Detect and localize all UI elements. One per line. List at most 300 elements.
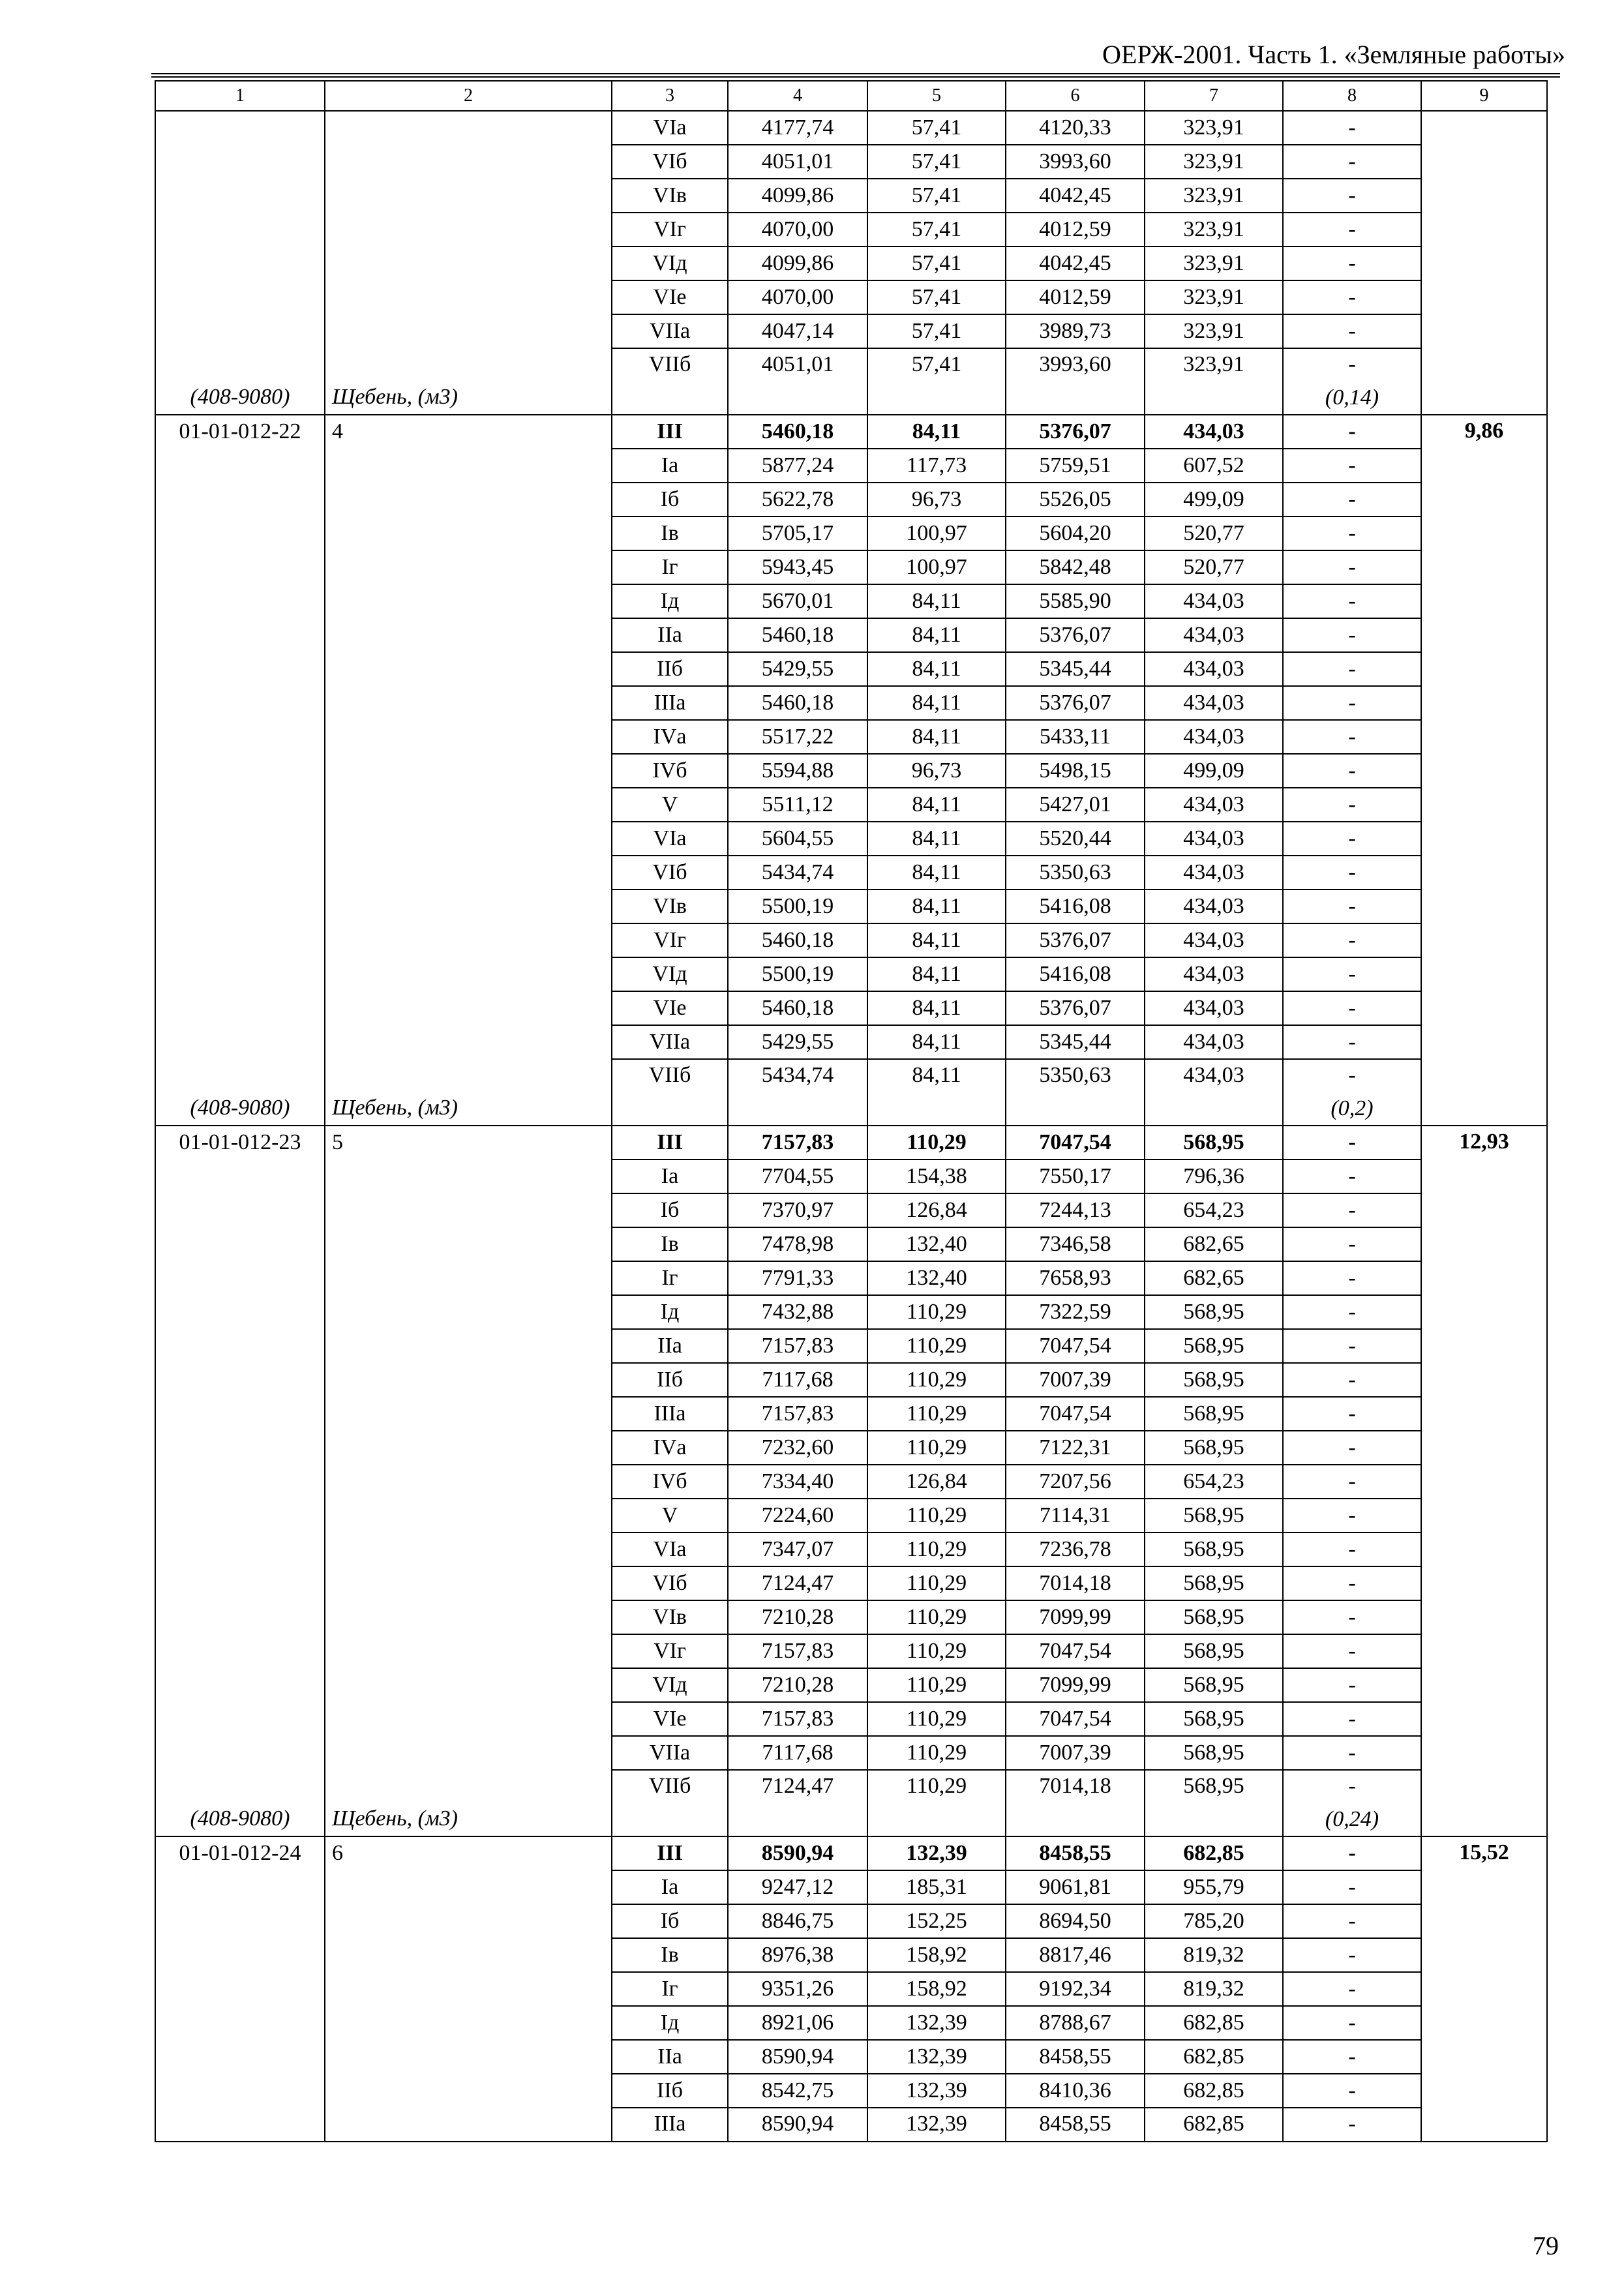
machinist-wages-cell: 568,95 [1145, 1363, 1283, 1397]
machinist-wages-cell: 607,52 [1145, 449, 1283, 483]
zone-cell: IIб [612, 652, 728, 686]
zone-cell: Iг [612, 1261, 728, 1295]
machine-cost-cell: 7047,54 [1006, 1702, 1145, 1736]
wages-cell: 110,29 [867, 1397, 1006, 1431]
machinist-wages-cell: 323,91 [1145, 247, 1283, 280]
empty-cell [612, 1092, 728, 1126]
header-rule [151, 73, 1560, 78]
wages-cell: 110,29 [867, 1566, 1006, 1600]
wages-cell: 132,40 [867, 1261, 1006, 1295]
materials-cell: - [1283, 1465, 1421, 1499]
empty-cell [1006, 1803, 1145, 1836]
empty-cell [1145, 1803, 1283, 1836]
total-cost-cell: 5517,22 [728, 720, 867, 754]
running-header: ОЕРЖ-2001. Часть 1. «Земляные работы» [1102, 40, 1565, 69]
materials-cell: - [1283, 2108, 1421, 2142]
total-cost-cell: 8542,75 [728, 2074, 867, 2108]
materials-cell: - [1283, 449, 1421, 483]
quantity-value: 5 [332, 1130, 343, 1154]
machine-cost-cell: 3993,60 [1006, 145, 1145, 179]
machinist-wages-cell: 568,95 [1145, 1431, 1283, 1465]
column-number: 7 [1145, 81, 1283, 111]
total-cost-cell: 7117,68 [728, 1736, 867, 1770]
materials-cell: - [1283, 1059, 1421, 1092]
zone-cell: V [612, 788, 728, 822]
total-cost-cell: 7334,40 [728, 1465, 867, 1499]
materials-cell: - [1283, 1736, 1421, 1770]
materials-cell: - [1283, 686, 1421, 720]
machinist-wages-cell: 568,95 [1145, 1499, 1283, 1533]
machine-cost-cell: 7099,99 [1006, 1668, 1145, 1702]
machine-cost-cell: 7047,54 [1006, 1634, 1145, 1668]
total-cost-cell: 5670,01 [728, 584, 867, 618]
wages-cell: 132,39 [867, 1836, 1006, 1870]
machine-cost-cell: 3993,60 [1006, 348, 1145, 382]
machinist-wages-cell: 568,95 [1145, 1533, 1283, 1566]
rate-code-cell [155, 1836, 325, 2142]
rate-code-cell [155, 1126, 325, 1836]
materials-cell: - [1283, 516, 1421, 550]
wages-cell: 57,41 [867, 145, 1006, 179]
materials-cell: - [1283, 1363, 1421, 1397]
machinist-wages-cell: 955,79 [1145, 1870, 1283, 1904]
materials-cell: - [1283, 1499, 1421, 1533]
machinist-wages-cell: 434,03 [1145, 957, 1283, 991]
zone-cell: Iб [612, 1904, 728, 1938]
wages-cell: 84,11 [867, 856, 1006, 890]
zone-cell: VIб [612, 1566, 728, 1600]
total-cost-cell: 7157,83 [728, 1397, 867, 1431]
machine-cost-cell: 5376,07 [1006, 618, 1145, 652]
materials-cell: - [1283, 2074, 1421, 2108]
total-cost-cell: 5429,55 [728, 652, 867, 686]
wages-cell: 84,11 [867, 991, 1006, 1025]
zone-cell: VIе [612, 991, 728, 1025]
materials-cell: - [1283, 1533, 1421, 1566]
wages-cell: 57,41 [867, 280, 1006, 314]
wages-cell: 84,11 [867, 720, 1006, 754]
wages-cell: 110,29 [867, 1533, 1006, 1566]
zone-cell: VIб [612, 145, 728, 179]
wages-cell: 132,39 [867, 2006, 1006, 2040]
total-cost-cell: 5622,78 [728, 483, 867, 516]
total-cost-cell: 4051,01 [728, 348, 867, 382]
materials-cell: - [1283, 483, 1421, 516]
materials-cell: - [1283, 415, 1421, 449]
materials-cell: - [1283, 1566, 1421, 1600]
machinist-wages-cell: 434,03 [1145, 584, 1283, 618]
machinist-wages-cell: 323,91 [1145, 213, 1283, 247]
wages-cell: 84,11 [867, 822, 1006, 856]
total-cost-cell: 5604,55 [728, 822, 867, 856]
total-cost-cell: 8590,94 [728, 2040, 867, 2074]
wages-cell: 126,84 [867, 1193, 1006, 1227]
quantity-cell [325, 1836, 612, 2142]
total-cost-cell: 5877,24 [728, 449, 867, 483]
zone-cell: IIIа [612, 1397, 728, 1431]
machinist-wages-cell: 654,23 [1145, 1465, 1283, 1499]
wages-cell: 132,39 [867, 2074, 1006, 2108]
machinist-wages-cell: 682,65 [1145, 1227, 1283, 1261]
machine-cost-cell: 4012,59 [1006, 280, 1145, 314]
total-cost-cell: 5943,45 [728, 550, 867, 584]
materials-cell: - [1283, 923, 1421, 957]
wages-cell: 84,11 [867, 415, 1006, 449]
zone-cell: VIа [612, 1533, 728, 1566]
labor-cost-cell: 12,93 [1421, 1126, 1547, 1836]
wages-cell: 84,11 [867, 618, 1006, 652]
zone-cell: VIв [612, 179, 728, 213]
wages-cell: 132,39 [867, 2108, 1006, 2142]
total-cost-cell: 7704,55 [728, 1159, 867, 1193]
machine-cost-cell: 7014,18 [1006, 1566, 1145, 1600]
materials-cell: - [1283, 111, 1421, 145]
total-cost-cell: 4051,01 [728, 145, 867, 179]
total-cost-cell: 4099,86 [728, 179, 867, 213]
machinist-wages-cell: 434,03 [1145, 923, 1283, 957]
quantity-cell [325, 111, 612, 415]
resource-code: (408-9080) [190, 385, 290, 409]
quantity-cell [325, 415, 612, 1126]
total-cost-cell: 5511,12 [728, 788, 867, 822]
zone-cell: VIа [612, 111, 728, 145]
total-cost-cell: 4047,14 [728, 314, 867, 348]
total-cost-cell: 7478,98 [728, 1227, 867, 1261]
machinist-wages-cell: 434,03 [1145, 822, 1283, 856]
materials-cell: - [1283, 754, 1421, 788]
materials-cell: - [1283, 348, 1421, 382]
empty-cell [1145, 1092, 1283, 1126]
empty-cell [867, 382, 1006, 415]
materials-cell: - [1283, 1702, 1421, 1736]
zone-cell: Iв [612, 516, 728, 550]
wages-cell: 158,92 [867, 1938, 1006, 1972]
rate-code: 01-01-012-22 [179, 419, 301, 443]
wages-cell: 132,39 [867, 2040, 1006, 2074]
machinist-wages-cell: 682,65 [1145, 1261, 1283, 1295]
machinist-wages-cell: 568,95 [1145, 1702, 1283, 1736]
wages-cell: 84,11 [867, 1025, 1006, 1059]
materials-cell: - [1283, 213, 1421, 247]
machine-cost-cell: 5498,15 [1006, 754, 1145, 788]
rate-code: 01-01-012-24 [179, 1841, 301, 1865]
total-cost-cell: 7117,68 [728, 1363, 867, 1397]
machine-cost-cell: 5416,08 [1006, 957, 1145, 991]
total-cost-cell: 7157,83 [728, 1634, 867, 1668]
machine-cost-cell: 5376,07 [1006, 686, 1145, 720]
materials-cell: - [1283, 1634, 1421, 1668]
wages-cell: 57,41 [867, 247, 1006, 280]
zone-cell: VIг [612, 923, 728, 957]
machinist-wages-cell: 568,95 [1145, 1770, 1283, 1803]
materials-cell: - [1283, 314, 1421, 348]
materials-cell: - [1283, 652, 1421, 686]
zone-cell: VIе [612, 1702, 728, 1736]
zone-cell: VIIб [612, 1770, 728, 1803]
machine-cost-cell: 3989,73 [1006, 314, 1145, 348]
machine-cost-cell: 5350,63 [1006, 1059, 1145, 1092]
materials-cell: - [1283, 890, 1421, 923]
total-cost-cell: 7210,28 [728, 1600, 867, 1634]
resource-quantity: (0,24) [1283, 1803, 1421, 1836]
machine-cost-cell: 5520,44 [1006, 822, 1145, 856]
machine-cost-cell: 7236,78 [1006, 1533, 1145, 1566]
machine-cost-cell: 7047,54 [1006, 1126, 1145, 1159]
materials-cell: - [1283, 1193, 1421, 1227]
wages-cell: 117,73 [867, 449, 1006, 483]
total-cost-cell: 7157,83 [728, 1329, 867, 1363]
total-cost-cell: 7347,07 [728, 1533, 867, 1566]
zone-cell: VIIа [612, 1025, 728, 1059]
table-row [155, 1126, 1547, 1159]
machinist-wages-cell: 568,95 [1145, 1600, 1283, 1634]
total-cost-cell: 4099,86 [728, 247, 867, 280]
wages-cell: 96,73 [867, 754, 1006, 788]
total-cost-cell: 8976,38 [728, 1938, 867, 1972]
machinist-wages-cell: 434,03 [1145, 890, 1283, 923]
machinist-wages-cell: 568,95 [1145, 1566, 1283, 1600]
wages-cell: 110,29 [867, 1126, 1006, 1159]
zone-cell: Iа [612, 1159, 728, 1193]
materials-cell: - [1283, 1770, 1421, 1803]
machine-cost-cell: 5376,07 [1006, 415, 1145, 449]
wages-cell: 110,29 [867, 1668, 1006, 1702]
wages-cell: 57,41 [867, 348, 1006, 382]
total-cost-cell: 5434,74 [728, 856, 867, 890]
empty-cell [728, 382, 867, 415]
zone-cell: IIа [612, 1329, 728, 1363]
machine-cost-cell: 8788,67 [1006, 2006, 1145, 2040]
wages-cell: 100,97 [867, 550, 1006, 584]
rate-code-cell [155, 111, 325, 415]
materials-cell: - [1283, 720, 1421, 754]
labor-cost-cell: 15,52 [1421, 1836, 1547, 2142]
zone-cell: VIа [612, 822, 728, 856]
machinist-wages-cell: 434,03 [1145, 618, 1283, 652]
zone-cell: VIе [612, 280, 728, 314]
machine-cost-cell: 8458,55 [1006, 1836, 1145, 1870]
machinist-wages-cell: 682,85 [1145, 2040, 1283, 2074]
machine-cost-cell: 9061,81 [1006, 1870, 1145, 1904]
total-cost-cell: 8590,94 [728, 1836, 867, 1870]
zone-cell: III [612, 1836, 728, 1870]
empty-cell [612, 382, 728, 415]
machine-cost-cell: 7122,31 [1006, 1431, 1145, 1465]
materials-cell: - [1283, 1025, 1421, 1059]
empty-cell [612, 1803, 728, 1836]
machinist-wages-cell: 434,03 [1145, 991, 1283, 1025]
machinist-wages-cell: 434,03 [1145, 1059, 1283, 1092]
machine-cost-cell: 5345,44 [1006, 652, 1145, 686]
machine-cost-cell: 7114,31 [1006, 1499, 1145, 1533]
machine-cost-cell: 8410,36 [1006, 2074, 1145, 2108]
machinist-wages-cell: 682,85 [1145, 2006, 1283, 2040]
wages-cell: 100,97 [867, 516, 1006, 550]
zone-cell: VIIа [612, 1736, 728, 1770]
materials-cell: - [1283, 991, 1421, 1025]
total-cost-cell: 5460,18 [728, 991, 867, 1025]
machinist-wages-cell: 434,03 [1145, 788, 1283, 822]
materials-cell: - [1283, 856, 1421, 890]
machinist-wages-cell: 568,95 [1145, 1736, 1283, 1770]
column-number: 1 [155, 81, 325, 111]
materials-cell: - [1283, 2006, 1421, 2040]
wages-cell: 110,29 [867, 1736, 1006, 1770]
empty-cell [1006, 382, 1145, 415]
materials-cell: - [1283, 822, 1421, 856]
zone-cell: Iг [612, 1972, 728, 2006]
machinist-wages-cell: 434,03 [1145, 415, 1283, 449]
wages-cell: 158,92 [867, 1972, 1006, 2006]
machinist-wages-cell: 434,03 [1145, 652, 1283, 686]
resource-code: (408-9080) [190, 1096, 290, 1120]
table-row [155, 1836, 1547, 1870]
zone-cell: IIIа [612, 2108, 728, 2142]
machine-cost-cell: 5759,51 [1006, 449, 1145, 483]
machine-cost-cell: 5416,08 [1006, 890, 1145, 923]
machinist-wages-cell: 796,36 [1145, 1159, 1283, 1193]
resource-quantity: (0,14) [1283, 382, 1421, 415]
machine-cost-cell: 5376,07 [1006, 923, 1145, 957]
total-cost-cell: 4070,00 [728, 280, 867, 314]
materials-cell: - [1283, 1600, 1421, 1634]
total-cost-cell: 7210,28 [728, 1668, 867, 1702]
machinist-wages-cell: 323,91 [1145, 348, 1283, 382]
machinist-wages-cell: 568,95 [1145, 1126, 1283, 1159]
zone-cell: IVа [612, 1431, 728, 1465]
machine-cost-cell: 7099,99 [1006, 1600, 1145, 1634]
resource-name: Щебень, (м3) [332, 1096, 458, 1120]
machine-cost-cell: 4120,33 [1006, 111, 1145, 145]
zone-cell: VIIб [612, 1059, 728, 1092]
materials-cell: - [1283, 1397, 1421, 1431]
machinist-wages-cell: 654,23 [1145, 1193, 1283, 1227]
machine-cost-cell: 5585,90 [1006, 584, 1145, 618]
machine-cost-cell: 9192,34 [1006, 1972, 1145, 2006]
wages-cell: 96,73 [867, 483, 1006, 516]
wages-cell: 110,29 [867, 1329, 1006, 1363]
total-cost-cell: 9351,26 [728, 1972, 867, 2006]
zone-cell: Iг [612, 550, 728, 584]
wages-cell: 84,11 [867, 1059, 1006, 1092]
zone-cell: Iв [612, 1227, 728, 1261]
materials-cell: - [1283, 1668, 1421, 1702]
materials-cell: - [1283, 145, 1421, 179]
machinist-wages-cell: 323,91 [1145, 280, 1283, 314]
machine-cost-cell: 5433,11 [1006, 720, 1145, 754]
empty-cell [867, 1803, 1006, 1836]
zone-cell: VIб [612, 856, 728, 890]
machine-cost-cell: 5376,07 [1006, 991, 1145, 1025]
total-cost-cell: 5429,55 [728, 1025, 867, 1059]
zone-cell: Iа [612, 449, 728, 483]
zone-cell: IVб [612, 754, 728, 788]
materials-cell: - [1283, 1972, 1421, 2006]
zone-cell: IVа [612, 720, 728, 754]
wages-cell: 57,41 [867, 111, 1006, 145]
wages-cell: 110,29 [867, 1431, 1006, 1465]
machine-cost-cell: 5427,01 [1006, 788, 1145, 822]
zone-cell: Iа [612, 1870, 728, 1904]
materials-cell: - [1283, 1870, 1421, 1904]
machinist-wages-cell: 682,85 [1145, 2108, 1283, 2142]
total-cost-cell: 8846,75 [728, 1904, 867, 1938]
materials-cell: - [1283, 1126, 1421, 1159]
machine-cost-cell: 8694,50 [1006, 1904, 1145, 1938]
total-cost-cell: 7157,83 [728, 1702, 867, 1736]
empty-cell [1006, 1092, 1145, 1126]
machinist-wages-cell: 434,03 [1145, 856, 1283, 890]
total-cost-cell: 5460,18 [728, 923, 867, 957]
machinist-wages-cell: 785,20 [1145, 1904, 1283, 1938]
total-cost-cell: 7232,60 [728, 1431, 867, 1465]
wages-cell: 185,31 [867, 1870, 1006, 1904]
machine-cost-cell: 7550,17 [1006, 1159, 1145, 1193]
machine-cost-cell: 4042,45 [1006, 179, 1145, 213]
zone-cell: VIIб [612, 348, 728, 382]
zone-cell: III [612, 415, 728, 449]
total-cost-cell: 7157,83 [728, 1126, 867, 1159]
zone-cell: IIа [612, 618, 728, 652]
machinist-wages-cell: 434,03 [1145, 686, 1283, 720]
machine-cost-cell: 5345,44 [1006, 1025, 1145, 1059]
empty-cell [728, 1803, 867, 1836]
zone-cell: IIб [612, 2074, 728, 2108]
zone-cell: IIIа [612, 686, 728, 720]
zone-cell: IIа [612, 2040, 728, 2074]
total-cost-cell: 5460,18 [728, 618, 867, 652]
machine-cost-cell: 7207,56 [1006, 1465, 1145, 1499]
machinist-wages-cell: 323,91 [1145, 314, 1283, 348]
machine-cost-cell: 7322,59 [1006, 1295, 1145, 1329]
total-cost-cell: 8921,06 [728, 2006, 867, 2040]
machine-cost-cell: 5350,63 [1006, 856, 1145, 890]
total-cost-cell: 7791,33 [728, 1261, 867, 1295]
zone-cell: Iв [612, 1938, 728, 1972]
total-cost-cell: 5500,19 [728, 890, 867, 923]
materials-cell: - [1283, 550, 1421, 584]
wages-cell: 110,29 [867, 1600, 1006, 1634]
zone-cell: Iд [612, 2006, 728, 2040]
machinist-wages-cell: 520,77 [1145, 550, 1283, 584]
total-cost-cell: 8590,94 [728, 2108, 867, 2142]
zone-cell: VIг [612, 213, 728, 247]
materials-cell: - [1283, 280, 1421, 314]
wages-cell: 132,40 [867, 1227, 1006, 1261]
machinist-wages-cell: 819,32 [1145, 1938, 1283, 1972]
wages-cell: 84,11 [867, 923, 1006, 957]
machine-cost-cell: 5604,20 [1006, 516, 1145, 550]
zone-cell: Iд [612, 584, 728, 618]
machinist-wages-cell: 682,85 [1145, 2074, 1283, 2108]
zone-cell: VIг [612, 1634, 728, 1668]
materials-cell: - [1283, 1295, 1421, 1329]
total-cost-cell: 5594,88 [728, 754, 867, 788]
materials-cell: - [1283, 179, 1421, 213]
zone-cell: VIIа [612, 314, 728, 348]
wages-cell: 84,11 [867, 652, 1006, 686]
machine-cost-cell: 4042,45 [1006, 247, 1145, 280]
total-cost-cell: 5705,17 [728, 516, 867, 550]
column-number: 5 [867, 81, 1006, 111]
quantity-value: 4 [332, 419, 343, 443]
wages-cell: 110,29 [867, 1499, 1006, 1533]
materials-cell: - [1283, 957, 1421, 991]
total-cost-cell: 5460,18 [728, 686, 867, 720]
machine-cost-cell: 5842,48 [1006, 550, 1145, 584]
machine-cost-cell: 7047,54 [1006, 1329, 1145, 1363]
column-number-row [155, 81, 1547, 111]
